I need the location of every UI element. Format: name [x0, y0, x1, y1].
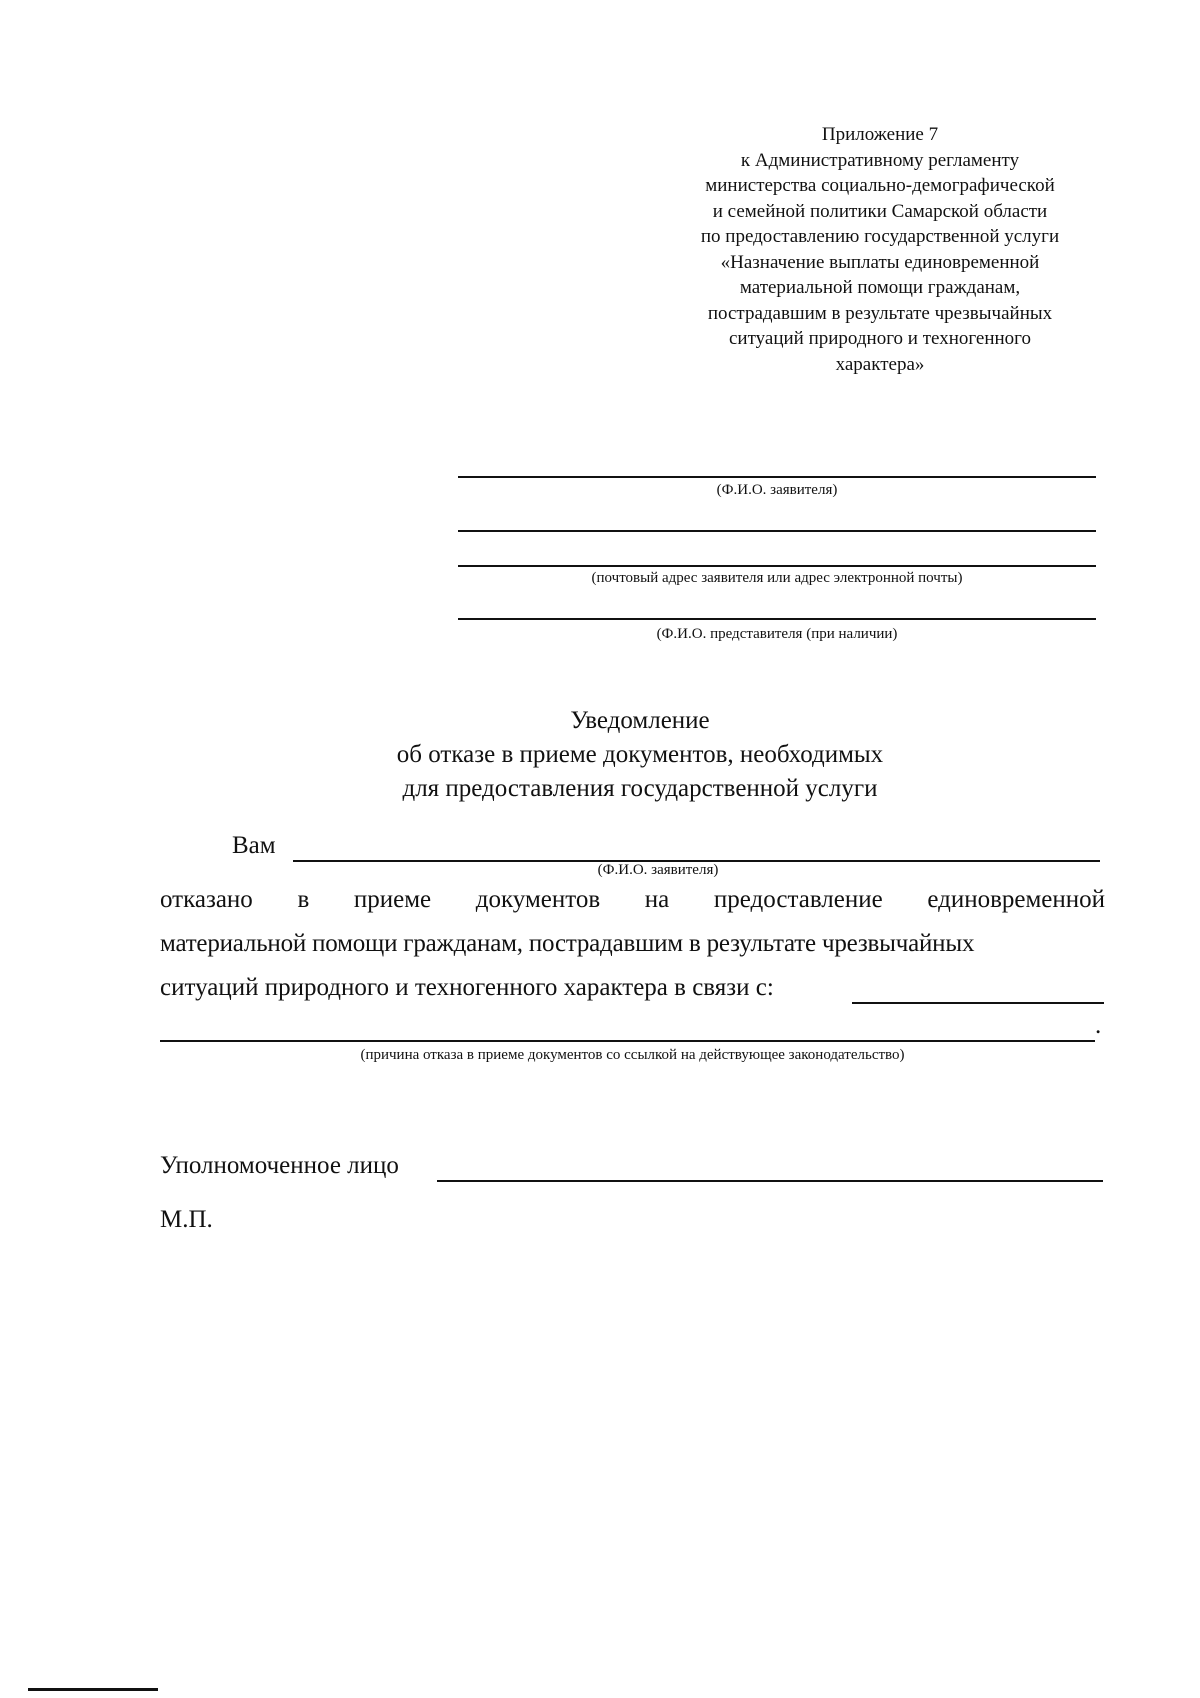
body-word: приеме [353, 886, 432, 913]
applicant-name-caption: (Ф.И.О. заявителя) [716, 482, 838, 498]
notice-title [300, 704, 980, 806]
appendix-line: «Назначение выплаты единовременной [720, 251, 1040, 273]
appendix-line: ситуаций природного и техногенного [729, 328, 1031, 349]
body-line-3: ситуаций природного и техногенного характера в связи с: [160, 974, 774, 1001]
appendix-line: материальной помощи гражданам, [739, 277, 1021, 298]
authorized-person-label: Уполномоченное лицо [160, 1152, 399, 1179]
applicant-address-caption: (почтовый адрес заявителя или адрес электронной почты) [591, 570, 963, 586]
authorized-person-signature-line[interactable] [437, 1180, 1103, 1182]
appendix-line: Приложение 7 [821, 124, 939, 145]
scan-edge-mark [28, 1688, 158, 1691]
reason-line-2[interactable] [160, 1040, 1095, 1042]
reason-line-1[interactable] [852, 1002, 1104, 1004]
body-word: на [644, 886, 670, 913]
applicant-name-line[interactable] [458, 476, 1096, 478]
representative-name-caption: (Ф.И.О. представителя (при наличии) [656, 626, 898, 642]
representative-name-line[interactable] [458, 618, 1096, 620]
stamp-place-label: М.П. [160, 1206, 213, 1233]
body-word: единовременной [927, 886, 1106, 913]
appendix-line: и семейной политики Самарской области [712, 200, 1048, 222]
appendix-line: по предоставлению государственной услуги [700, 226, 1060, 247]
applicant-address-line-1[interactable] [458, 530, 1096, 532]
body-line-1 [160, 886, 1105, 914]
appendix-line: к Административному регламенту [740, 149, 1020, 171]
notice-title-line: Уведомление [570, 707, 710, 734]
appendix-line: пострадавшим в результате чрезвычайных [707, 302, 1053, 324]
body-word: в [297, 886, 310, 913]
body-word: предоставление [713, 886, 883, 913]
appendix-header [630, 122, 1130, 377]
body-word: отказано [160, 886, 253, 913]
vam-label: Вам [232, 832, 276, 859]
applicant-address-line-2[interactable] [458, 565, 1096, 567]
body-applicant-name-caption: (Ф.И.О. заявителя) [597, 862, 719, 878]
notice-title-line: об отказе в приеме документов, необходимых [396, 741, 884, 768]
body-line-2: материальной помощи гражданам, пострадавшим в результате чрезвычайных [160, 930, 975, 957]
reason-caption: (причина отказа в приеме документов со ссылкой на действующее законодательство) [360, 1047, 905, 1063]
body-word: документов [475, 886, 601, 913]
reason-end-period: . [1095, 1012, 1102, 1039]
notice-title-line: для предоставления государственной услуги [402, 775, 878, 802]
appendix-line: характера» [835, 353, 925, 375]
appendix-line: министерства социально-демографической [705, 175, 1055, 196]
